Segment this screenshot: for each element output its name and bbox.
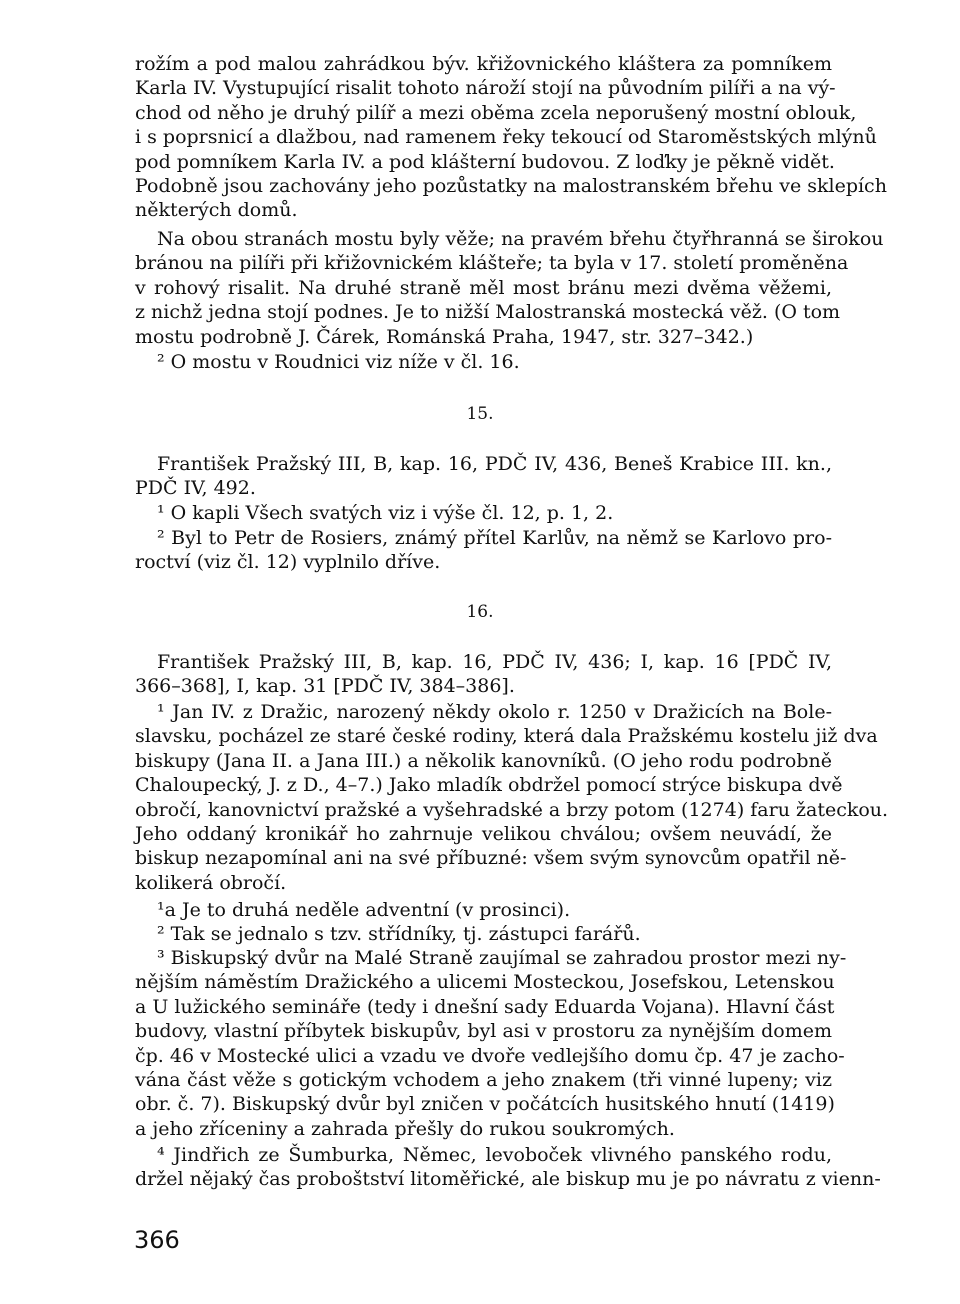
text-line: Na obou stranách mostu byly věže; na pravém břehu čtyřhranná se širokou [157, 228, 884, 250]
footnote-line: slavsku, pocházel ze staré české rodiny, která dala Pražskému kostelu již dva [135, 725, 878, 748]
footnote-line: kolikerá obročí. [135, 871, 287, 894]
footnote-line: ¹ Jan IV. z Dražic, narozený někdy okolo r. 1250 v Dražicích na Bole- [157, 701, 832, 723]
footnote-roudnice [135, 350, 832, 374]
footnote-line: biskupy (Jana II. a Jana III.) a několik kanovníků. (O jeho rodu podrobně [135, 749, 832, 772]
text-line: Karla IV. Vystupující risalit tohoto nároží stojí na původním pilíři a na vý- [135, 77, 836, 100]
footnote-line: ⁴ Jindřich ze Šumburka, Němec, levoboček vlivného panského rodu, [157, 1144, 832, 1166]
footnote-line: roctví (viz čl. 12) vyplnilo dříve. [135, 551, 441, 574]
source-line: František Pražský III, B, kap. 16, PDČ IV, 436, Beneš Krabice III. kn., [157, 453, 832, 475]
section-16-note-4 [135, 1143, 881, 1192]
text-line: chod od něho je druhý pilíř a mezi oběma zcela neporušený mostní oblouk, [135, 101, 857, 124]
footnote-line: ² Tak se jednalo s tzv. střídníky, tj. zástupci farářů. [157, 923, 641, 945]
text-line: pod pomníkem Karla IV. a pod klášterní budovou. Z loďky je pěkně vidět. [135, 150, 835, 173]
source-line: PDČ IV, 492. [135, 477, 256, 500]
source-line: 366–368], I, kap. 31 [PDČ IV, 384–386]. [135, 675, 515, 698]
source-line: František Pražský III, B, kap. 16, PDČ IV, 436; I, kap. 16 [PDČ IV, [157, 651, 832, 673]
text-line: v rohový risalit. Na druhé straně měl most bránu mezi dvěma věžemi, [135, 276, 832, 299]
footnote-line: nějším náměstím Dražického a ulicemi Mosteckou, Josefskou, Letenskou [135, 971, 835, 994]
bridge-paragraph [135, 227, 884, 349]
footnote-line: ² Byl to Petr de Rosiers, známý přítel Karlův, na němž se Karlovo pro- [157, 527, 832, 549]
footnote-line: obr. č. 7). Biskupský dvůr byl zničen v počátcích husitského hnutí (1419) [135, 1093, 835, 1116]
section-16-note-2 [135, 922, 832, 946]
section-16-note-3 [135, 946, 847, 1141]
footnote-line: čp. 46 v Mostecké ulici a vzadu ve dvoře vedlejšího domu čp. 47 je zacho- [135, 1044, 845, 1067]
text-line: i s poprsnicí a dlažbou, nad ramenem řeky tekoucí od Staroměstských mlýnů [135, 126, 877, 149]
section-16-note-1a [135, 898, 832, 922]
footnote-line: biskup nezapomínal ani na své příbuzné: všem svým synovcům opatřil ně- [135, 847, 847, 870]
page-number: 366 [134, 1226, 180, 1254]
intro-paragraph [135, 52, 887, 223]
text-line: bránou na pilíři při křižovnickém klášteře; ta byla v 17. století proměněna [135, 252, 849, 275]
section-15-note-2 [135, 526, 832, 575]
footnote-line: vána část věže s gotickým vchodem a jeho znakem (tři vinné lupeny; viz [135, 1068, 832, 1091]
footnote-line: ¹ O kapli Všech svatých viz i výše čl. 12, p. 1, 2. [157, 502, 614, 524]
section-16-heading: 16. [466, 602, 494, 622]
section-15-heading: 15. [466, 404, 494, 424]
footnote-line: držel nějaký čas proboštství litoměřické, ale biskup mu je po návratu z vienn- [135, 1168, 881, 1191]
text-line: Podobně jsou zachovány jeho pozůstatky na malostranském břehu ve sklepích [135, 174, 887, 197]
footnote-line: Jeho oddaný kronikář ho zahrnuje velikou chválou; ovšem neuvádí, že [135, 822, 832, 845]
section-16-note-1 [135, 700, 889, 895]
footnote-line: ² O mostu v Roudnici viz níže v čl. 16. [157, 351, 520, 373]
section-16-source [135, 650, 832, 699]
footnote-line: ¹a Je to druhá neděle adventní (v prosinci). [157, 899, 571, 921]
footnote-line: obročí, kanovnictví pražské a vyšehradské a brzy potom (1274) faru žateckou. [135, 798, 889, 821]
section-15-source [135, 452, 832, 501]
section-15-note-1 [135, 501, 832, 525]
text-line: mostu podrobně J. Čárek, Románská Praha, 1947, str. 327–342.) [135, 325, 754, 348]
text-line: rožím a pod malou zahrádkou býv. křižovnického kláštera za pomníkem [135, 53, 832, 75]
text-line: z nichž jedna stojí podnes. Je to nižší Malostranská mostecká věž. (O tom [135, 301, 841, 324]
footnote-line: a U lužického semináře (tedy i dnešní sady Eduarda Vojana). Hlavní část [135, 995, 835, 1018]
footnote-line: a jeho zříceniny a zahrada přešly do rukou soukromých. [135, 1117, 675, 1140]
footnote-line: budovy, vlastní příbytek biskupův, byl asi v prostoru za nynějším domem [135, 1020, 832, 1043]
footnote-line: ³ Biskupský dvůr na Malé Straně zaujímal se zahradou prostor mezi ny- [157, 947, 847, 969]
footnote-line: Chaloupecký, J. z D., 4–7.) Jako mladík obdržel pomocí strýce biskupa dvě [135, 774, 843, 797]
text-line: některých domů. [135, 199, 298, 222]
